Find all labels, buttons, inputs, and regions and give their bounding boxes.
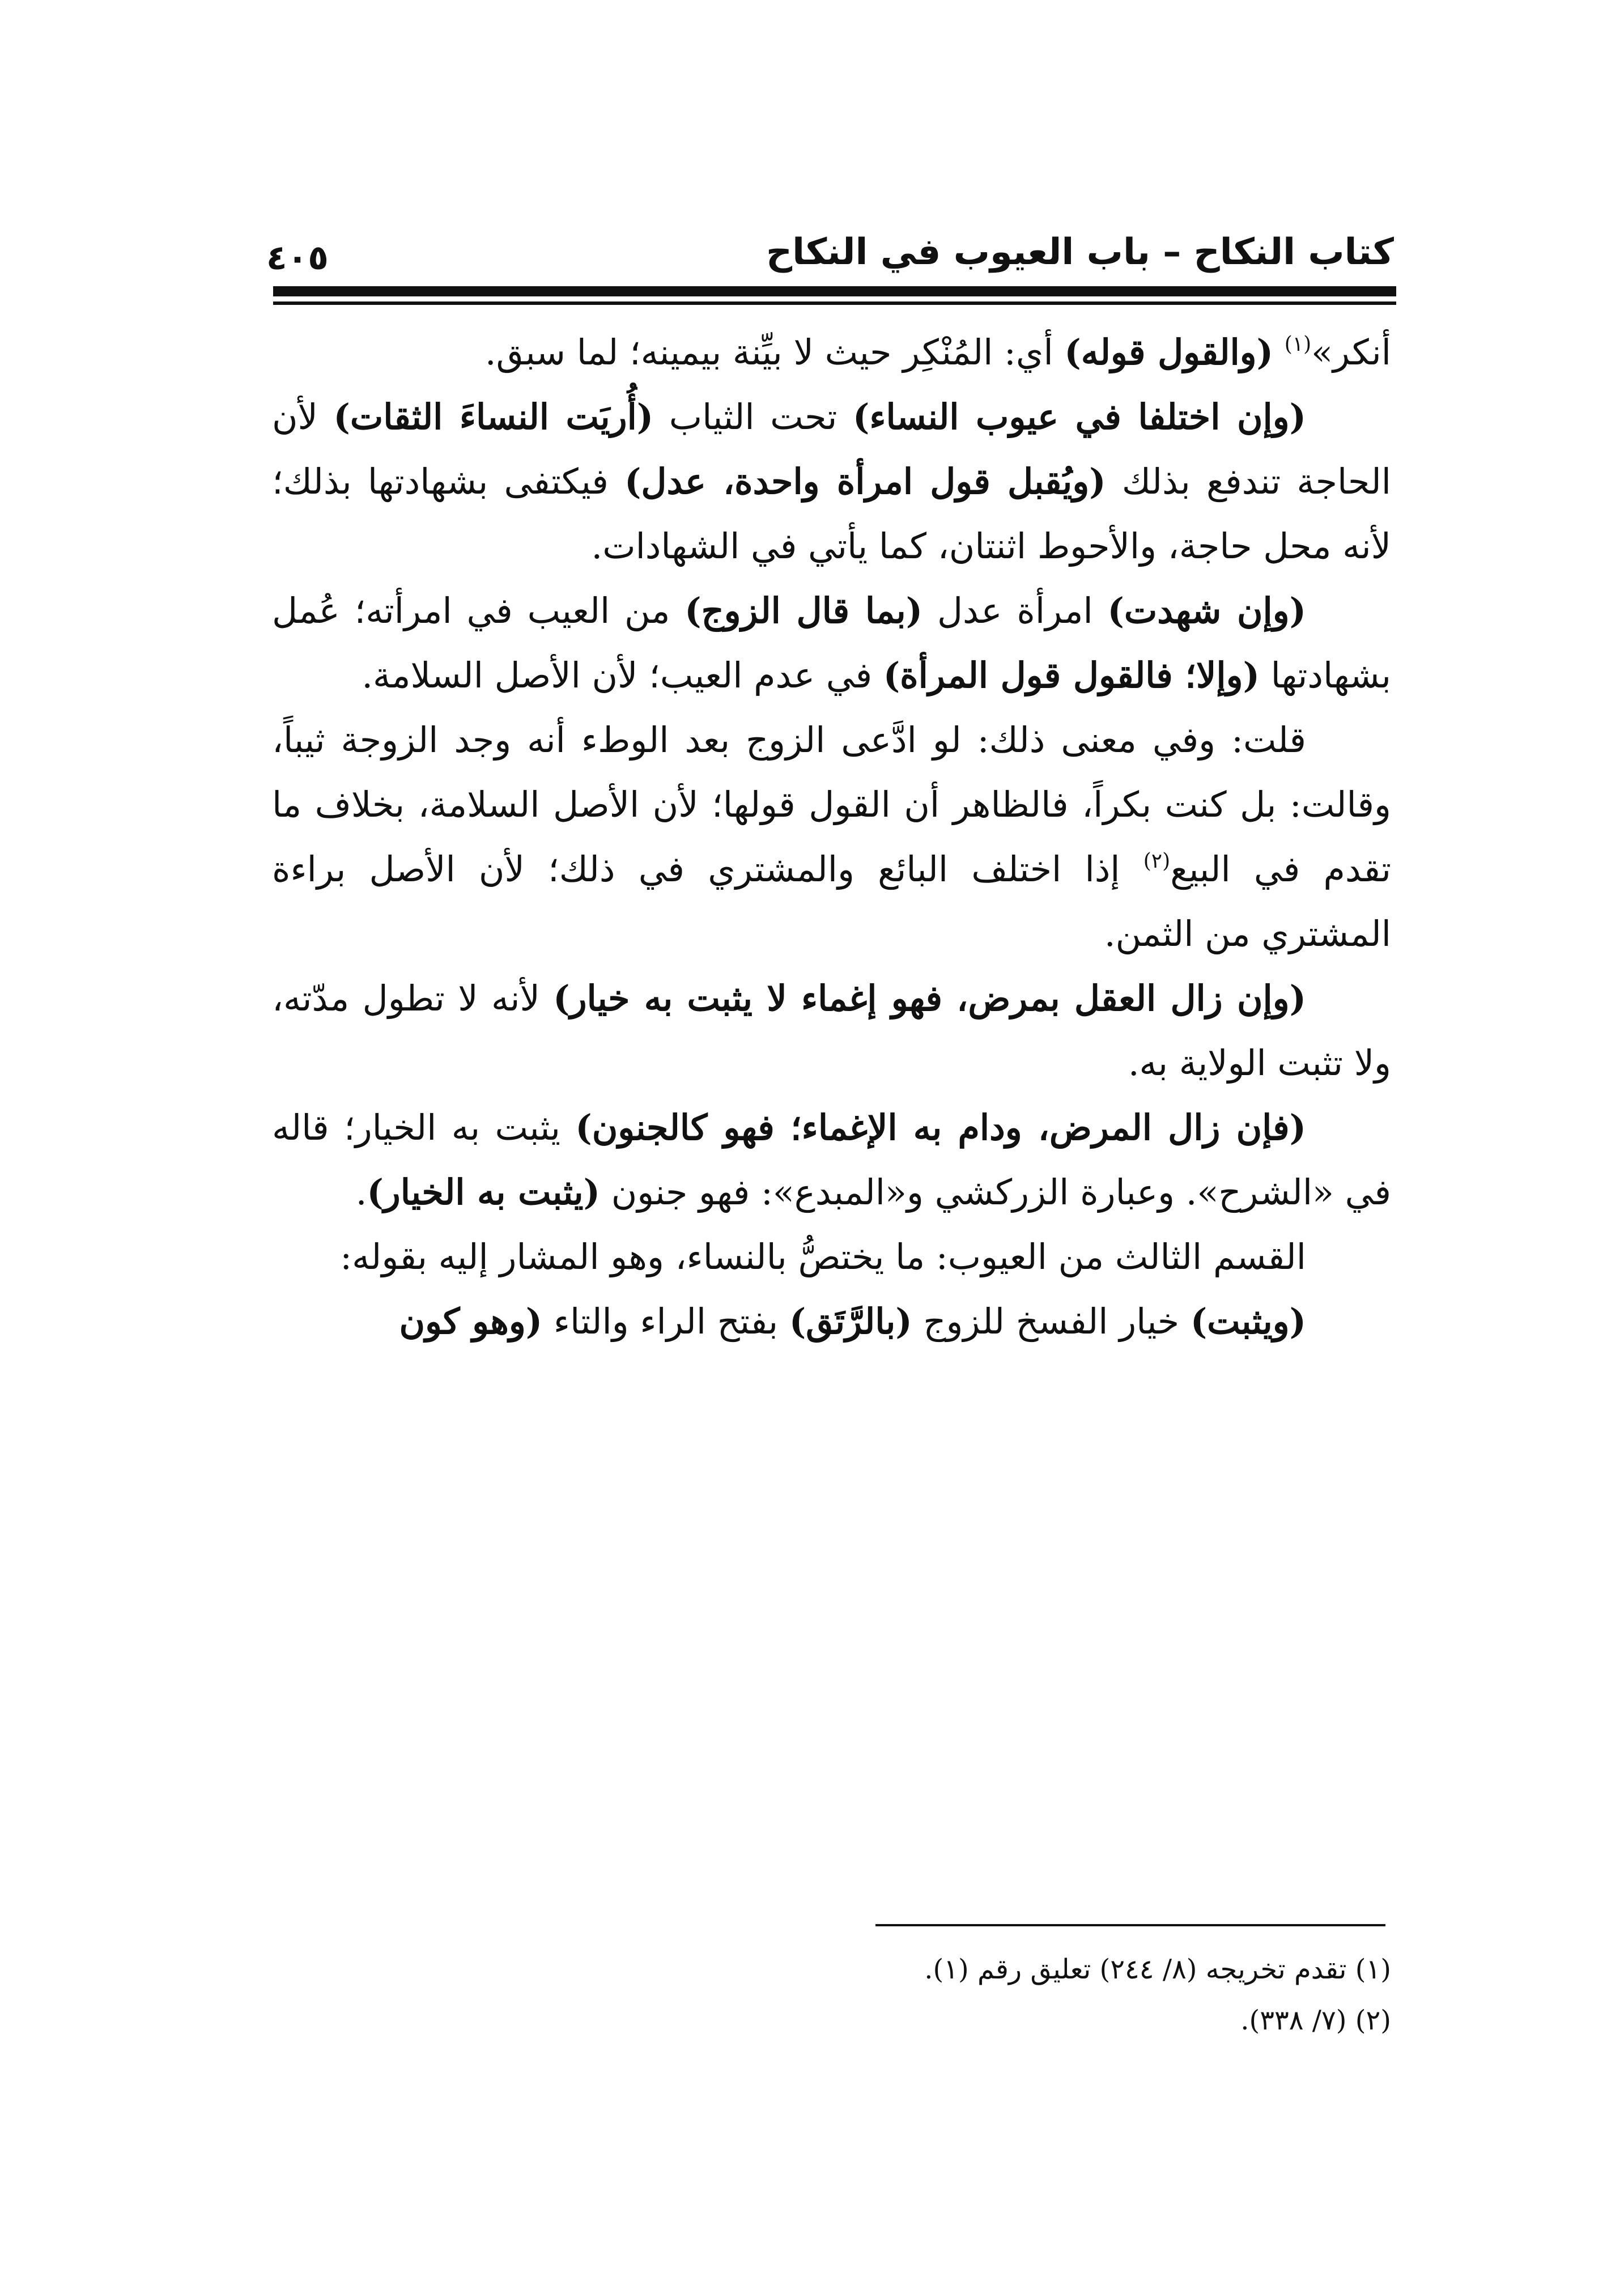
paragraph-8: [272, 1289, 1391, 1354]
bold-run: (وإن زال العقل بمرض، فهو إغماء لا يثبت به خيار): [553, 978, 1306, 1019]
bold-run: (فإن زال المرض، ودام به الإغماء؛ فهو كالجنون): [575, 1107, 1306, 1148]
paragraph-1: [272, 320, 1391, 385]
paragraph-2: [272, 385, 1391, 579]
text-run: القسم الثالث من العيوب: ما يختصُّ بالنساء، وهو المشار إليه بقوله:: [340, 1236, 1306, 1277]
paragraph-5: [272, 966, 1391, 1095]
page-header: [266, 224, 1394, 292]
text-run: [1273, 332, 1285, 373]
footnote-separator: [875, 1924, 1385, 1926]
paragraph-3: [272, 579, 1391, 708]
bold-run: (وإن اختلفا في عيوب النساء): [852, 396, 1306, 438]
bold-run: (بما قال الزوج): [685, 590, 923, 631]
text-run: أنكر»: [1311, 332, 1391, 373]
footnote-marker-2: (٢): [1143, 850, 1171, 873]
bold-run: (بالرَّتَق): [789, 1301, 912, 1342]
page-number: ٤٠٥: [266, 238, 329, 278]
text-run: .: [355, 1171, 367, 1213]
footnote-1: (١) تقدم تخريجه (٨/ ٢٤٤) تعليق رقم (١).: [924, 1954, 1391, 1985]
text-run: تحت الثياب: [653, 396, 853, 438]
paragraph-6: [272, 1095, 1391, 1225]
bold-run: (وإلا؛ فالقول قول المرأة): [883, 655, 1260, 696]
bold-run: (يثبت به الخيار): [367, 1171, 601, 1213]
footnote-marker-1: (١): [1284, 333, 1312, 356]
text-run: لأنه لا تطول مدّته، ولا تثبت الولاية به.: [272, 978, 1391, 1084]
bold-run: (وهو كون: [399, 1301, 543, 1342]
bold-run: (ويثبت): [1190, 1301, 1306, 1342]
text-run: في عدم العيب؛ لأن الأصل السلامة.: [362, 655, 883, 696]
bold-run: (والقول قوله): [1064, 332, 1273, 373]
text-run: بفتح الراء والتاء: [542, 1301, 789, 1342]
bold-run: (أُريَت النساءَ الثقات): [333, 396, 654, 438]
header-rule-thick: [273, 286, 1396, 296]
header-rule-thin: [273, 302, 1396, 305]
footnote-2: (٢) (٧/ ٣٣٨).: [1240, 2005, 1391, 2036]
text-run: قلت: وفي معنى ذلك: لو ادَّعى الزوج بعد الوطء أنه وجد الزوجة ثيباً، وقالت: بل كنت بكراً، فالظاهر أن القول قولها؛ لأن الأصل السلامة، بخلاف ما تقدم في البيع: [272, 719, 1392, 890]
bold-run: (ويُقبل قول امرأة واحدة، عدل): [624, 461, 1106, 502]
running-title: كتاب النكاح – باب العيوب في النكاح: [766, 231, 1394, 273]
paragraph-7: [272, 1225, 1391, 1289]
text-run: أي: المُنْكِر حيث لا بيِّنة بيمينه؛ لما سبق.: [484, 332, 1065, 373]
footnotes: [680, 1944, 1391, 2046]
text-run: فيكتفى بشهادتها بذلك؛ لأنه محل حاجة، والأحوط اثنتان، كما يأتي في الشهادات.: [272, 461, 1391, 567]
text-run: من العيب في امرأته؛ عُمل بشهادتها: [272, 590, 1391, 696]
bold-run: (وإن شهدت): [1107, 590, 1307, 631]
text-run: خيار الفسخ للزوج: [912, 1301, 1191, 1342]
text-run: يثبت به الخيار؛ قاله في «الشرح». وعبارة الزركشي و«المبدع»: فهو جنون: [272, 1107, 1391, 1213]
body-text: [272, 320, 1391, 1354]
paragraph-4: [272, 708, 1391, 966]
text-run: امرأة عدل: [922, 590, 1108, 631]
text-run: إذا اختلف البائع والمشتري في ذلك؛ لأن الأصل براءة المشتري من الثمن.: [272, 848, 1391, 954]
text-run: لأن الحاجة تندفع بذلك: [272, 396, 1391, 502]
